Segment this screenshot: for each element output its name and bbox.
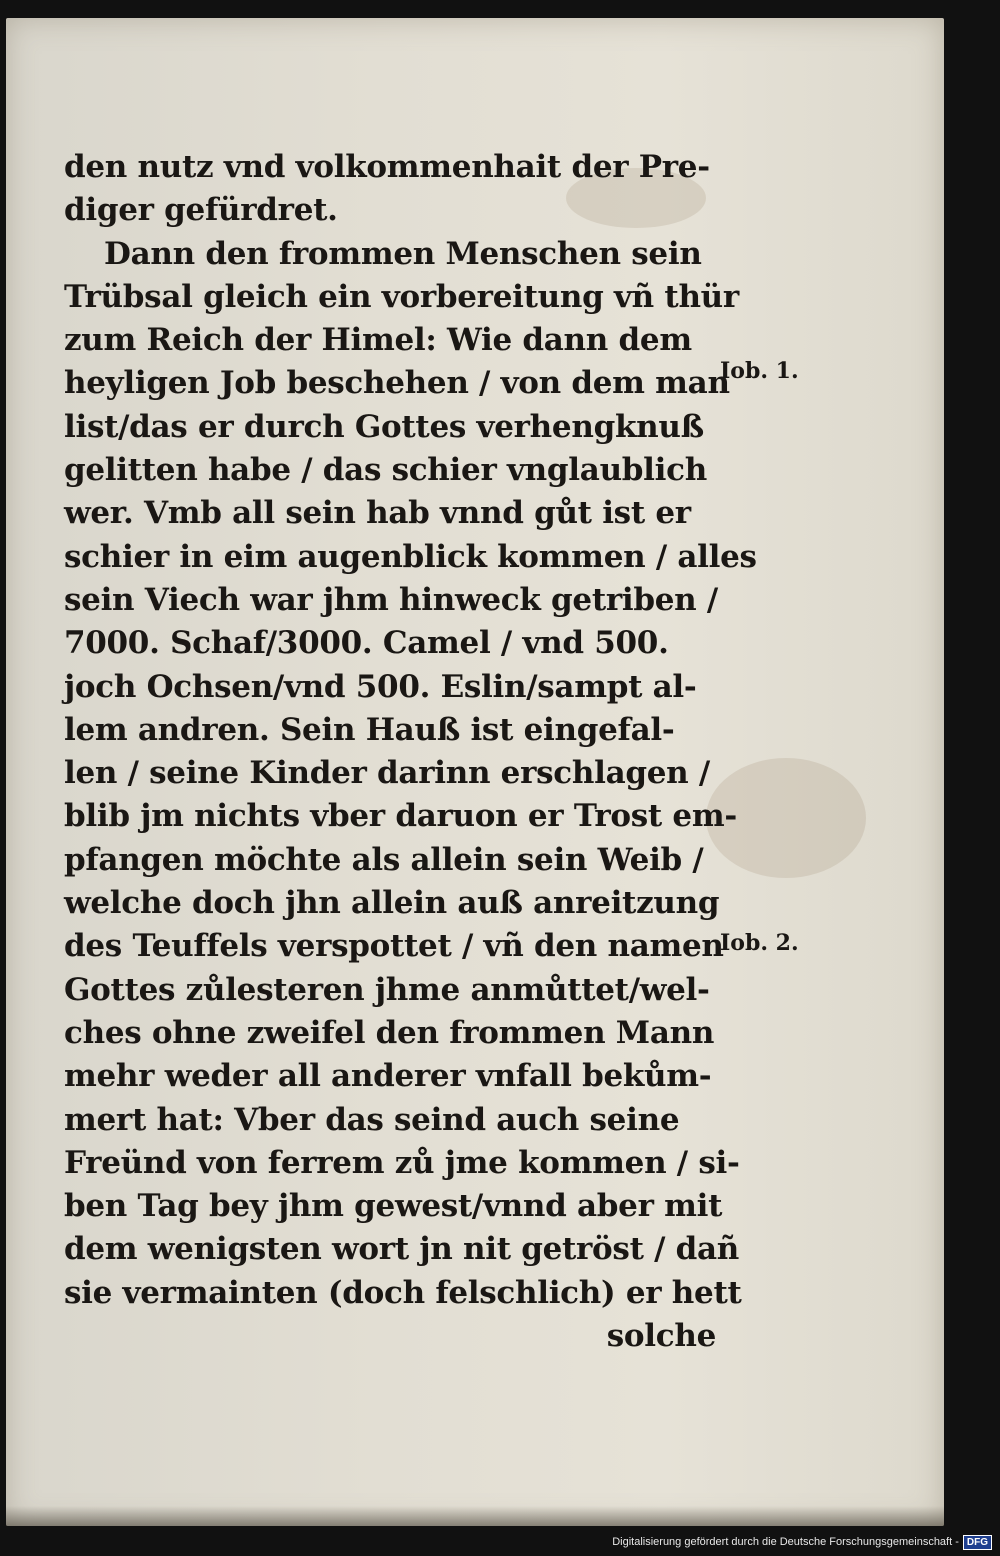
text-line: den nutz vnd volkommenhait der Pre- bbox=[64, 149, 710, 185]
text-line: diger gefürdret. bbox=[64, 192, 338, 229]
text-line: 7000. Schaf/3000. Camel / vnd 500. bbox=[64, 625, 669, 662]
text-line: gelitten habe / das schier vnglaublich bbox=[64, 452, 707, 489]
dfg-logo-icon: DFG bbox=[963, 1535, 992, 1550]
funding-credit: Digitalisierung gefördert durch die Deutsche Forschungsgemeinschaft - bbox=[612, 1536, 959, 1548]
text-line: Trübsal gleich ein vorbereitung vñ thür bbox=[64, 278, 739, 315]
text-line: des Teuffels verspottet / vñ den namen bbox=[64, 928, 724, 965]
text-line: ches ohne zweifel den frommen Mann bbox=[64, 1014, 715, 1051]
text-line: sein Viech war jhm hinweck getriben / bbox=[64, 581, 718, 618]
text-line: len / seine Kinder darinn erschlagen / bbox=[64, 755, 710, 792]
margin-note: Iob. 1. bbox=[720, 358, 799, 384]
margin-note: Iob. 2. bbox=[720, 930, 799, 956]
text-line: schier in eim augenblick kommen / alles bbox=[64, 538, 757, 575]
text-line: dem wenigsten wort jn nit getröst / dañ bbox=[64, 1231, 740, 1268]
text-line: Freünd von ferrem zů jme kommen / si- bbox=[64, 1144, 740, 1181]
text-line: Gottes zůlesteren jhme anmůttet/wel- bbox=[64, 971, 710, 1008]
text-line: Dann den frommen Menschen sein bbox=[104, 235, 702, 272]
text-line: pfangen möchte als allein sein Weib / bbox=[64, 841, 704, 878]
catchword: solche bbox=[606, 1318, 716, 1355]
text-line: sie vermainten (doch felschlich) er hett bbox=[64, 1274, 742, 1311]
text-line: mert hat: Vber das seind auch seine bbox=[64, 1101, 680, 1138]
text-line: mehr weder all anderer vnfall bekům- bbox=[64, 1058, 712, 1095]
text-line: lem andren. Sein Hauß ist eingefal- bbox=[64, 711, 675, 748]
text-line: blib jm nichts vber daruon er Trost em- bbox=[64, 798, 737, 835]
text-line: joch Ochsen/vnd 500. Eslin/sampt al- bbox=[64, 668, 697, 705]
text-line: welche doch jhn allein auß anreitzung bbox=[64, 885, 720, 922]
text-block bbox=[64, 146, 757, 1358]
text-line: wer. Vmb all sein hab vnnd gůt ist er bbox=[64, 495, 691, 532]
footer bbox=[612, 1534, 992, 1550]
text-line: ben Tag bey jhm gewest/vnnd aber mit bbox=[64, 1188, 723, 1225]
text-line: heyligen Job beschehen / von dem man bbox=[64, 365, 730, 402]
text-line: zum Reich der Himel: Wie dann dem bbox=[64, 322, 692, 359]
text-line: list/das er durch Gottes verhengknuß bbox=[64, 408, 704, 445]
book-page bbox=[6, 18, 944, 1526]
